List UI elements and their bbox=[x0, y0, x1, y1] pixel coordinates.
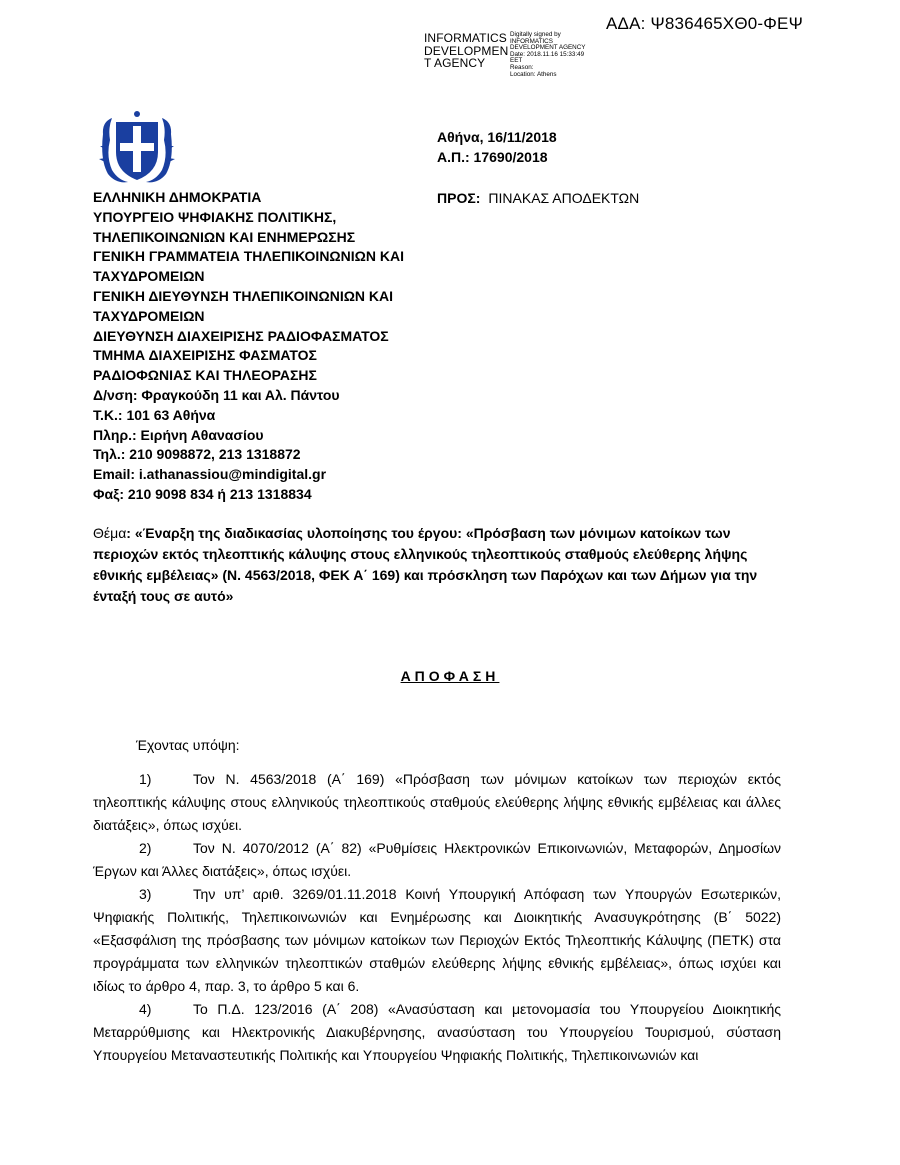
signature-detail-line: Date: 2018.11.16 15:33:49 bbox=[510, 50, 585, 58]
considering-intro: Έχοντας υπόψη: bbox=[136, 737, 240, 753]
signature-detail-line: DEVELOPMENT AGENCY bbox=[510, 44, 586, 52]
recipients-line bbox=[437, 188, 639, 208]
decision-title: ΑΠΟΦΑΣΗ bbox=[400, 668, 500, 684]
subject-paragraph bbox=[93, 523, 799, 607]
signer-name-line: DEVELOPMEN bbox=[424, 43, 509, 58]
item-number: 4) bbox=[139, 1001, 152, 1017]
header-line: Τ.Κ.: 101 63 Αθήνα bbox=[93, 406, 216, 423]
signature-detail-line: Digitally signed by bbox=[510, 31, 561, 38]
digital-signature-stamp bbox=[424, 32, 585, 78]
item-text: Τον Ν. 4070/2012 (Α΄ 82) «Ρυθμίσεις Ηλεκτρονικών Επικοινωνιών, Μεταφορών, Δημοσίων Έργων και Άλλες διατάξεις», όπως ισχύει. bbox=[93, 840, 781, 879]
greek-coat-of-arms-icon bbox=[98, 110, 176, 188]
list-item bbox=[93, 837, 781, 883]
header-line: ΤΑΧΥΔΡΟΜΕΙΩΝ bbox=[93, 307, 205, 324]
signature-detail-line: EET bbox=[510, 57, 523, 65]
header-line: Φαξ: 210 9098 834 ή 213 1318834 bbox=[93, 485, 312, 502]
ada-code: ΑΔΑ: Ψ836465ΧΘ0-ΦΕΨ bbox=[606, 14, 803, 33]
header-line: ΥΠΟΥΡΓΕΙΟ ΨΗΦΙΑΚΗΣ ΠΟΛΙΤΙΚΗΣ, bbox=[93, 208, 337, 225]
item-text: Τον Ν. 4563/2018 (Α΄ 169) «Πρόσβαση των μόνιμων κατοίκων των περιοχών εκτός τηλεοπτικής κάλυψης στους ελληνικούς τηλεοπτικούς σταθμούς ελεύθερης λήψης εθνικής εμβέλειας και άλλες διατάξεις», όπως ισχύει. bbox=[93, 771, 781, 833]
signature-detail-line: Location: Athens bbox=[510, 70, 557, 78]
item-number: 1) bbox=[139, 771, 152, 787]
sender-header bbox=[93, 188, 404, 505]
subject-text: : «Έναρξη της διαδικασίας υλοποίησης του έργου: «Πρόσβαση των μόνιμων κατοίκων των περιοχών εκτός τηλεοπτικής κάλυψης στους ελληνικούς τηλεοπτικούς σταθμούς ελεύθερης λήψης εθνικής εμβέλειας» (Ν. 4563/2018, ΦΕΚ Α΄ 169) και πρόσκληση των Παρόχων και των Δήμων για την ένταξή τους σε αυτό» bbox=[93, 525, 758, 604]
list-item bbox=[93, 883, 781, 998]
header-line: ΔΙΕΥΘΥΝΣΗ ΔΙΑΧΕΙΡΙΣΗΣ ΡΑΔΙΟΦΑΣΜΑΤΟΣ bbox=[93, 327, 389, 344]
header-line: Δ/νση: Φραγκούδη 11 και Αλ. Πάντου bbox=[93, 386, 340, 403]
item-number: 2) bbox=[139, 840, 152, 856]
header-line: ΤΗΛΕΠΙΚΟΙΝΩΝΙΩΝ ΚΑΙ ΕΝΗΜΕΡΩΣΗΣ bbox=[93, 228, 356, 245]
header-line: Email: i.athanassiou@mindigital.gr bbox=[93, 466, 327, 483]
signer-name-line: INFORMATICS bbox=[424, 31, 507, 45]
item-text: Την υπ’ αριθ. 3269/01.11.2018 Κοινή Υπουργική Απόφαση των Υπουργών Εσωτερικών, Ψηφιακής Πολιτικής, Τηλεπικοινωνιών και Ενημέρωσης και Διοικητικής Ανασυγκρότησης (Β΄ 5022) «Εξασφάλιση της πρόσβασης των μόνιμων κατοίκων των Περιοχών Εκτός Τηλεοπτικής Κάλυψης (ΠΕΤΚ) στα προγράμματα των ελληνικών τηλεοπτικών σταθμών ελεύθερης λήψης εθνικής εμβέλειας», όπως ισχύει και ιδίως το άρθρο 4, παρ. 3, το άρθρο 5 και 6. bbox=[93, 886, 781, 994]
header-line: ΤΑΧΥΔΡΟΜΕΙΩΝ bbox=[93, 268, 205, 285]
signature-detail-line: INFORMATICS bbox=[510, 37, 553, 45]
recipients-label: ΠΡΟΣ: bbox=[437, 190, 481, 206]
signer-name bbox=[424, 32, 508, 70]
list-item bbox=[93, 998, 781, 1067]
signature-details bbox=[510, 32, 585, 78]
header-line: Τηλ.: 210 9098872, 213 1318872 bbox=[93, 446, 301, 463]
signer-name-line: T AGENCY bbox=[424, 56, 486, 70]
protocol-number: Α.Π.: 17690/2018 bbox=[437, 149, 548, 165]
header-line: ΡΑΔΙΟΦΩΝΙΑΣ ΚΑΙ ΤΗΛΕΟΡΑΣΗΣ bbox=[93, 367, 317, 384]
date-reference-block bbox=[437, 127, 557, 167]
header-line: ΓΕΝΙΚΗ ΔΙΕΥΘΥΝΣΗ ΤΗΛΕΠΙΚΟΙΝΩΝΙΩΝ ΚΑΙ bbox=[93, 287, 394, 304]
header-line: Πληρ.: Ειρήνη Αθανασίου bbox=[93, 426, 264, 443]
header-line: ΤΜΗΜΑ ΔΙΑΧΕΙΡΙΣΗΣ ΦΑΣΜΑΤΟΣ bbox=[93, 347, 317, 364]
considerations-list bbox=[93, 768, 781, 1067]
document-date: Αθήνα, 16/11/2018 bbox=[437, 129, 557, 145]
decision-heading bbox=[0, 668, 900, 684]
recipients-value: ΠΙΝΑΚΑΣ ΑΠΟΔΕΚΤΩΝ bbox=[488, 190, 640, 206]
subject-label: Θέμα bbox=[93, 525, 127, 541]
list-item bbox=[93, 768, 781, 837]
signature-detail-line: Reason: bbox=[510, 63, 534, 71]
item-text: Το Π.Δ. 123/2016 (Α΄ 208) «Ανασύσταση και μετονομασία του Υπουργείου Διοικητικής Μεταρρύθμισης και Ηλεκτρονικής Διακυβέρνησης, ανασύσταση του Υπουργείου Τουρισμού, σύσταση Υπουργείου Μεταναστευτικής Πολιτικής και Υπουργείου Ψηφιακής Πολιτικής, Τηλεπικοινωνιών και bbox=[93, 1001, 781, 1063]
header-line: ΓΕΝΙΚΗ ΓΡΑΜΜΑΤΕΙΑ ΤΗΛΕΠΙΚΟΙΝΩΝΙΩΝ ΚΑΙ bbox=[93, 248, 404, 265]
item-number: 3) bbox=[139, 886, 152, 902]
header-line: ΕΛΛΗΝΙΚΗ ΔΗΜΟΚΡΑΤΙΑ bbox=[93, 189, 262, 205]
